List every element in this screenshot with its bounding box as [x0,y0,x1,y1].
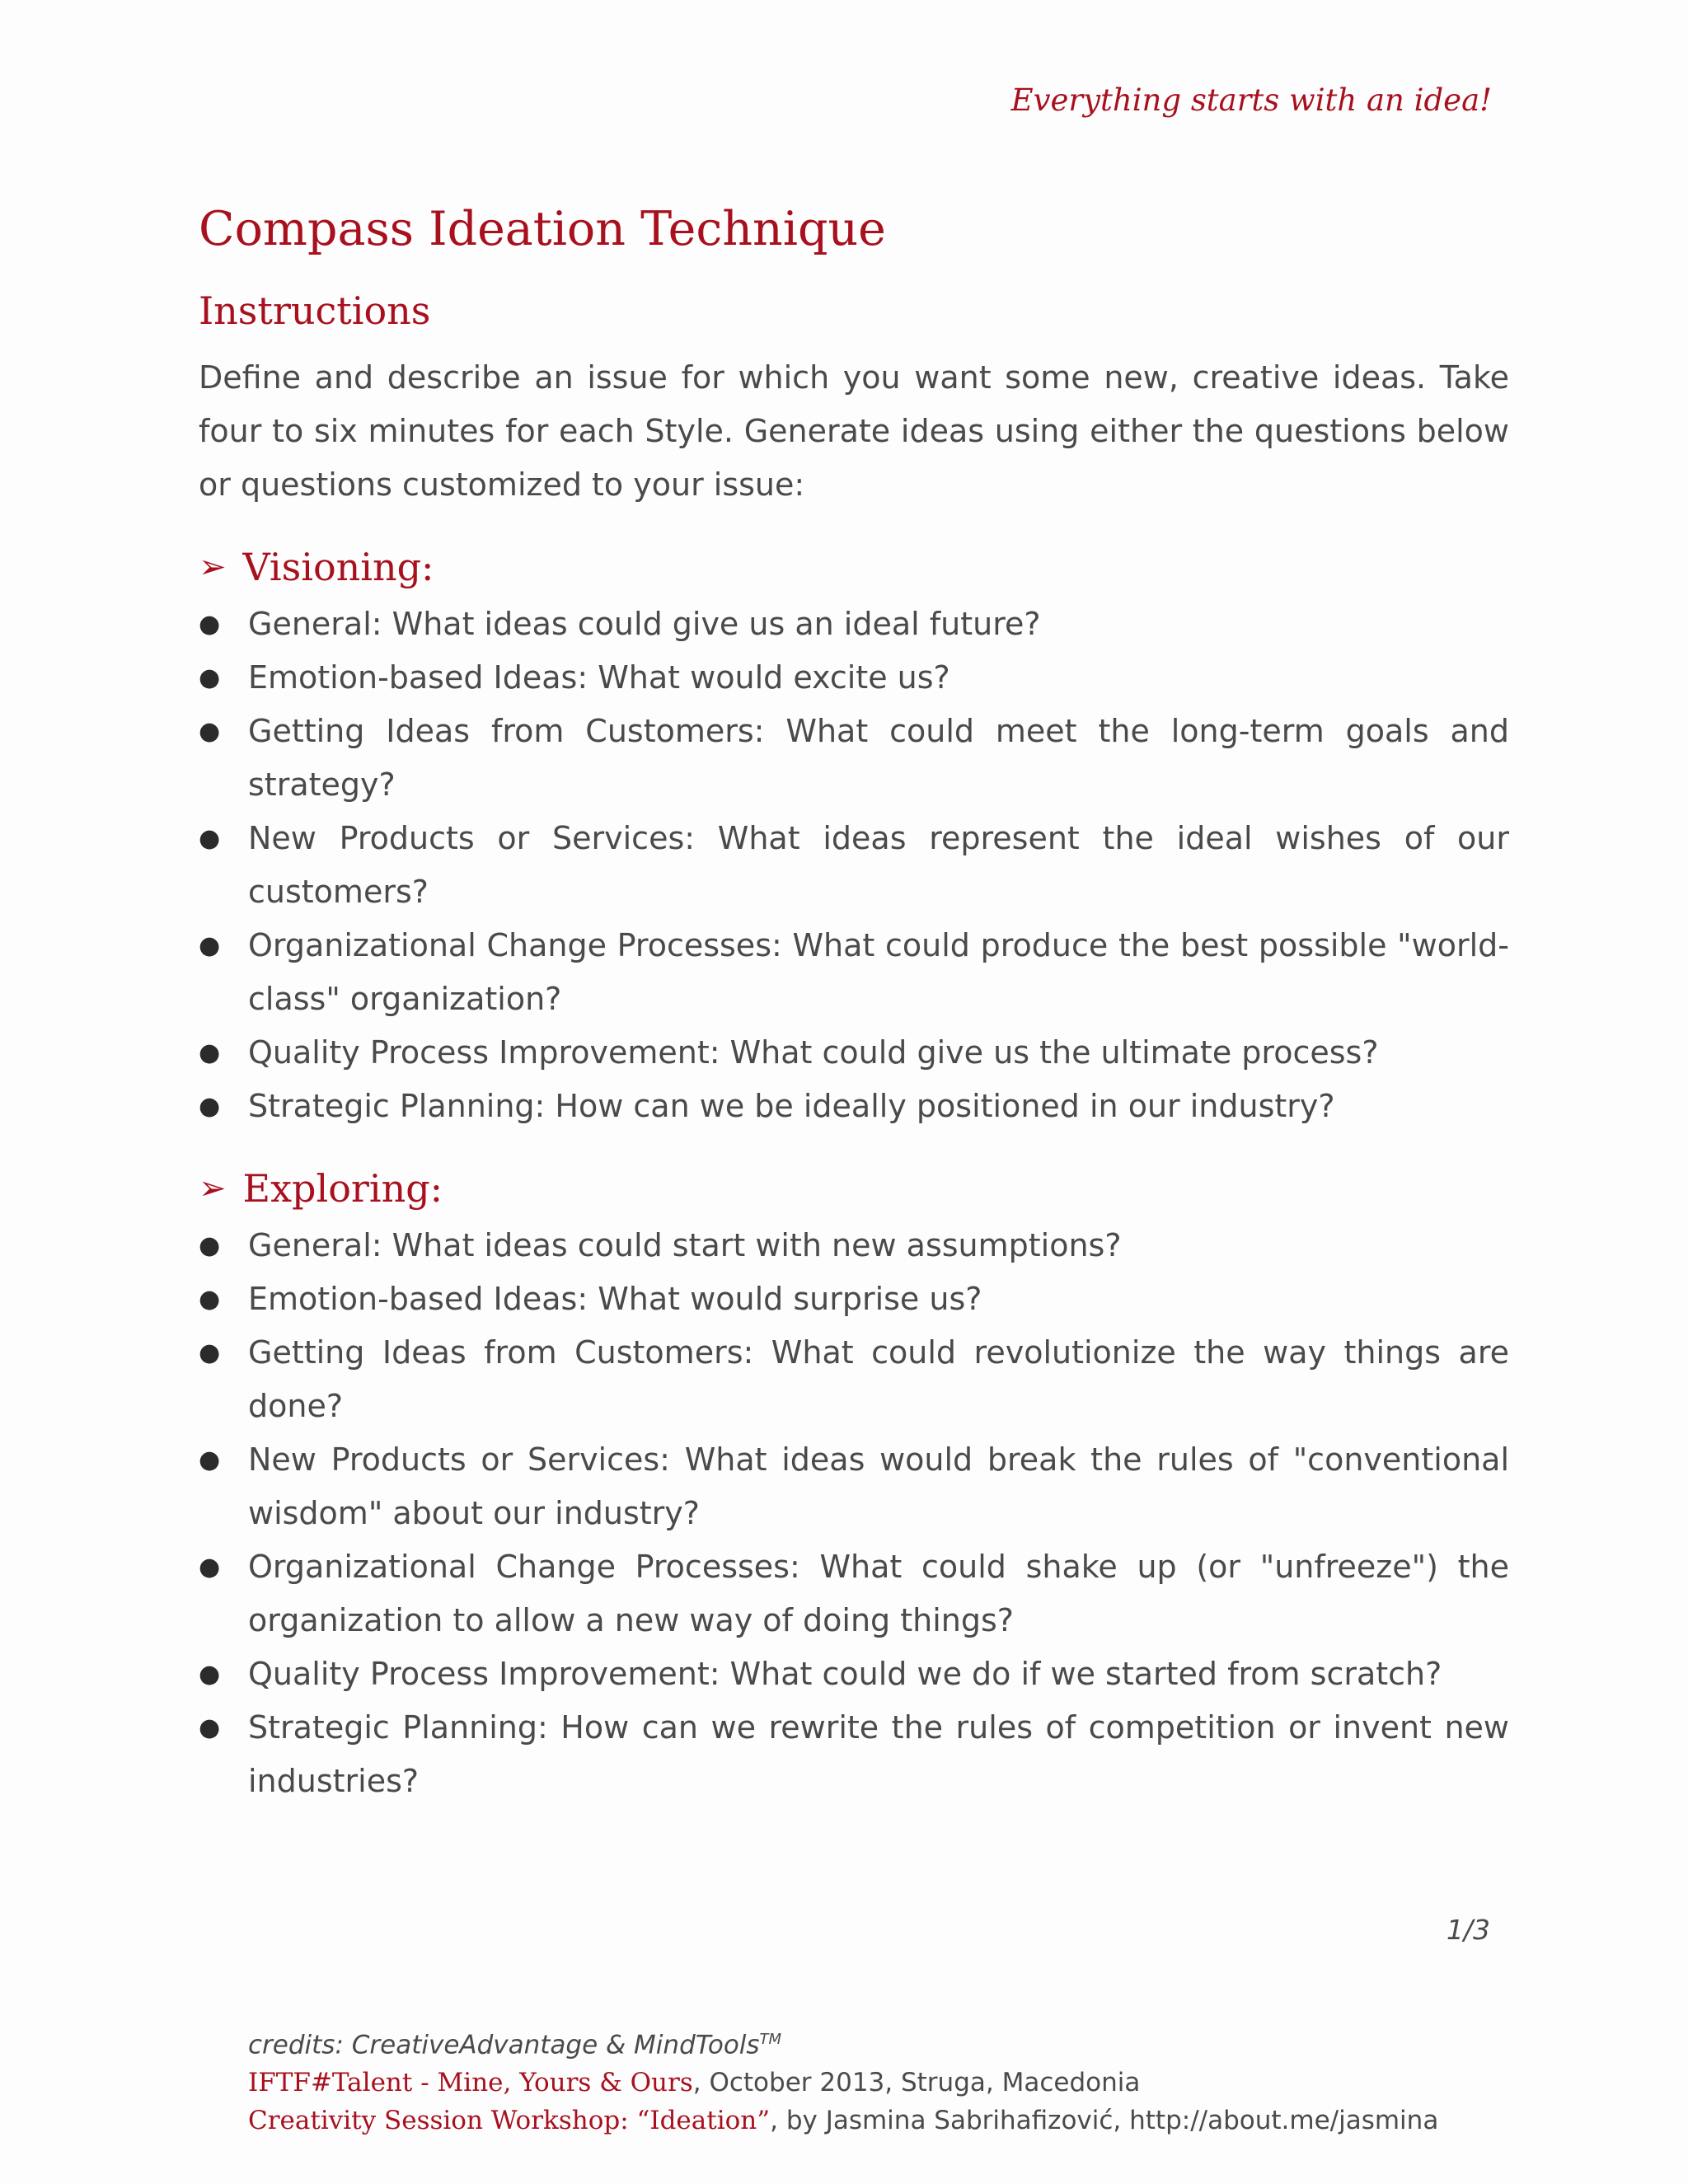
exploring-list [199,1219,1509,1808]
page-title: Compass Ideation Technique [199,202,886,256]
list-item [199,919,1509,1026]
list-item-text: New Products or Services: What ideas would break the rules of "conventional wisdom" about our industry? [248,1441,1509,1531]
list-item-text: Getting Ideas from Customers: What could meet the long-term goals and strategy? [248,713,1509,803]
list-item [199,1540,1509,1647]
list-item-text: Emotion-based Ideas: What would excite us? [248,659,950,696]
list-item [199,1080,1509,1133]
list-item [199,598,1509,651]
workshop-name: Creativity Session Workshop: “Ideation” [248,2106,771,2136]
bullet-icon: ● [199,1231,221,1260]
arrow-icon: ➢ [199,1169,227,1207]
list-item [199,651,1509,705]
section-title: Exploring: [242,1166,443,1211]
instructions-heading: Instructions [199,288,431,333]
arrow-icon: ➢ [199,548,227,586]
bullet-icon: ● [199,663,221,692]
bullet-icon: ● [199,1092,221,1121]
list-item [199,1326,1509,1433]
section-visioning [199,540,1509,1133]
list-item [199,1272,1509,1326]
bullet-icon: ● [199,610,221,639]
list-item-text: Quality Process Improvement: What could we do if we started from scratch? [248,1656,1442,1692]
main-content [199,196,1509,1808]
list-item-text: Getting Ideas from Customers: What could revolutionize the way things are done? [248,1334,1509,1424]
header-tagline: Everything starts with an idea! [1010,82,1492,118]
bullet-icon: ● [199,1446,221,1474]
bullet-icon: ● [199,1338,221,1367]
author-link: , by Jasmina Sabrihafizović, http://about.me/jasmina [770,2106,1439,2136]
section-heading-visioning [199,540,1509,594]
bullet-icon: ● [199,1553,221,1582]
bullet-icon: ● [199,717,221,746]
list-item-text: Strategic Planning: How can we rewrite the rules of competition or invent new industries? [248,1709,1509,1799]
event-details: , October 2013, Struga, Macedonia [692,2068,1141,2098]
list-item [199,1026,1509,1080]
bullet-icon: ● [199,931,221,960]
event-line [248,2064,1438,2102]
trademark-mark: TM [759,2031,782,2048]
bullet-icon: ● [199,824,221,853]
bullet-icon: ● [199,1038,221,1067]
list-item [199,1647,1509,1701]
event-name: IFTF#Talent - Mine, Yours & Ours [248,2068,693,2098]
section-title: Visioning: [242,545,434,589]
list-item-text: Emotion-based Ideas: What would surprise us? [248,1281,982,1317]
instructions-text: Define and describe an issue for which you want some new, creative ideas. Take four to six minutes for each Style. Generate ideas using either the questions below or questions customized to your issue: [199,359,1509,503]
list-item-text: Organizational Change Processes: What could produce the best possible "world-class" organization? [248,927,1509,1017]
visioning-list [199,598,1509,1133]
list-item [199,1219,1509,1272]
section-exploring [199,1161,1509,1808]
bullet-icon: ● [199,1660,221,1689]
list-item-text: Strategic Planning: How can we be ideally positioned in our industry? [248,1088,1335,1124]
list-item-text: Organizational Change Processes: What could shake up (or "unfreeze") the organization to allow a new way of doing things? [248,1549,1509,1638]
list-item [199,1433,1509,1540]
list-item [199,705,1509,812]
bullet-icon: ● [199,1285,221,1314]
list-item [199,812,1509,919]
workshop-line [248,2102,1438,2139]
bullet-icon: ● [199,1713,221,1742]
page-number: 1/3 [1446,1914,1490,1946]
list-item [199,1701,1509,1808]
list-item-text: New Products or Services: What ideas represent the ideal wishes of our customers? [248,820,1509,910]
list-item-text: Quality Process Improvement: What could give us the ultimate process? [248,1034,1379,1071]
credits-line [248,2021,1438,2064]
credits-footer [248,2021,1438,2139]
list-item-text: General: What ideas could start with new assumptions? [248,1227,1122,1263]
credits-text: credits: CreativeAdvantage & MindTools [248,2030,760,2060]
section-heading-exploring [199,1161,1509,1216]
list-item-text: General: What ideas could give us an ideal future? [248,606,1041,642]
